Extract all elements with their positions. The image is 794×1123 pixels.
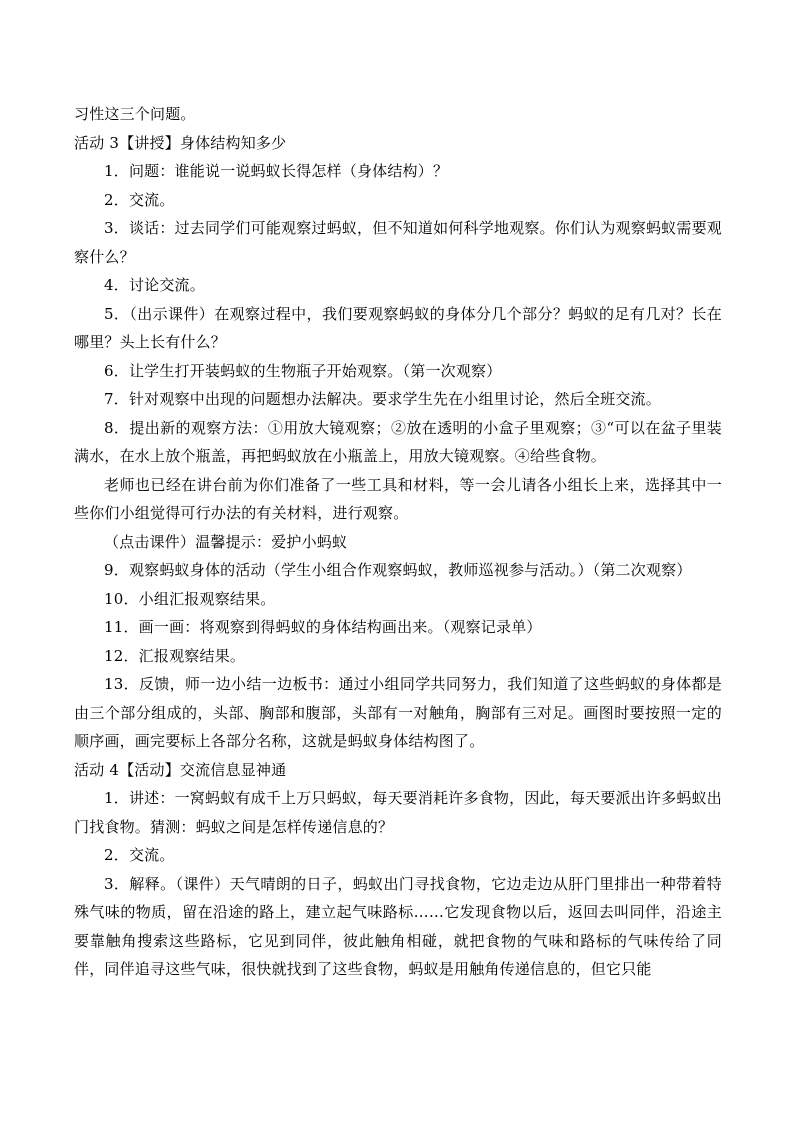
paragraph-20: 3．解释。（课件）天气晴朗的日子，蚂蚁出门寻找食物，它边走边从肝门里排出一种带着特殊气味的物质，留在沿途的路上，建立起气味路标……它发现食物以后，返回去叫同伴，沿途主要靠触角搜索这些路标，它见到同伴，彼此触角相碰，就把食物的气味和路标的气味传给了同伴，同伴追寻这些气味，很快就找到了这些食物，蚂蚁是用触角传递信息的，但它只能 bbox=[74, 874, 722, 978]
paragraph-8: 7．针对观察中出现的问题想办法解决。要求学生先在小组里讨论，然后全班交流。 bbox=[104, 390, 661, 408]
paragraph-3: 2．交流。 bbox=[104, 190, 175, 209]
paragraph-0: 习性这三个问题。 bbox=[74, 105, 196, 123]
paragraph-4: 3．谈话：过去同学们可能观察过蚂蚁，但不知道如何科学地观察。你们认为观察蚂蚁需要观察什么？ bbox=[74, 219, 722, 266]
paragraph-5: 4．讨论交流。 bbox=[104, 276, 205, 294]
paragraph-11: （点击课件）温馨提示：爱护小蚂蚁 bbox=[104, 532, 348, 551]
paragraph-15: 12．汇报观察结果。 bbox=[104, 646, 246, 665]
paragraph-14: 11．画一画：将观察到得蚂蚁的身体结构画出来。（观察记录单） bbox=[104, 618, 542, 636]
section-heading-activity-3: 活动 3【讲授】身体结构知多少 bbox=[74, 133, 287, 152]
paragraph-7: 6．让学生打开装蚂蚁的生物瓶子开始观察。（第一次观察） bbox=[104, 361, 502, 380]
paragraph-9: 8．提出新的观察方法：①用放大镜观察；②放在透明的小盒子里观察；③“可以在盆子里装满水，在水上放个瓶盖，再把蚂蚁放在小瓶盖上，用放大镜观察。④给些食物。 bbox=[74, 418, 722, 465]
document-body bbox=[74, 100, 722, 984]
paragraph-18: 1．讲述：一窝蚂蚁有成千上万只蚂蚁，每天要消耗许多食物，因此，每天要派出许多蚂蚁出门找食物。猜测：蚂蚁之间是怎样传递信息的？ bbox=[74, 789, 722, 836]
paragraph-10: 老师也已经在讲台前为你们准备了一些工具和材料，等一会儿请各小组长上来，选择其中一些你们小组觉得可行办法的有关材料，进行观察。 bbox=[74, 475, 722, 522]
paragraph-16: 13．反馈，师一边小结一边板书：通过小组同学共同努力，我们知道了这些蚂蚁的身体都是由三个部分组成的，头部、胸部和腹部，头部有一对触角，胸部有三对足。画图时要按照一定的顺序画，画完要标上各部分名称，这就是蚂蚁身体结构图了。 bbox=[74, 675, 722, 750]
section-heading-activity-4: 活动 4【活动】交流信息显神通 bbox=[74, 760, 287, 779]
paragraph-12: 9．观察蚂蚁身体的活动（学生小组合作观察蚂蚁，教师巡视参与活动。）（第二次观察） bbox=[104, 561, 692, 579]
paragraph-6: 5．（出示课件）在观察过程中，我们要观察蚂蚁的身体分几个部分？蚂蚁的足有几对？长在哪里？头上长有什么？ bbox=[74, 304, 722, 351]
paragraph-2: 1．问题：谁能说一说蚂蚁长得怎样（身体结构）？ bbox=[104, 162, 449, 180]
paragraph-19: 2．交流。 bbox=[104, 846, 175, 864]
paragraph-13: 10．小组汇报观察结果。 bbox=[104, 589, 276, 608]
